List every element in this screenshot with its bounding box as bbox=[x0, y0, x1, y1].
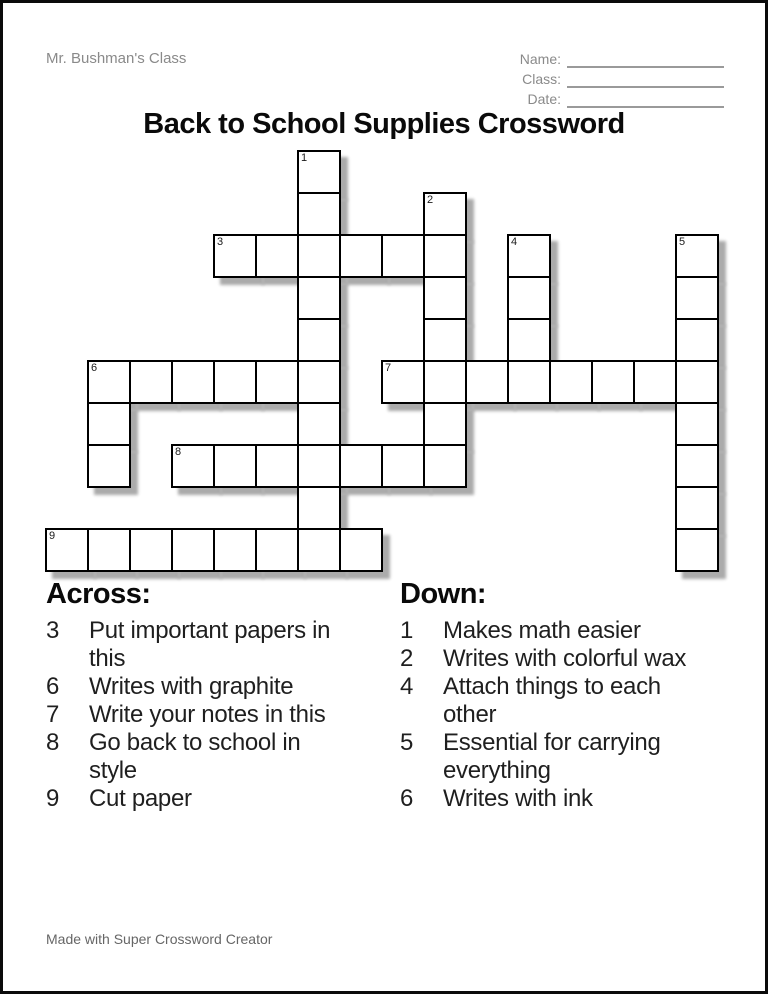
grid-cell[interactable] bbox=[129, 360, 173, 404]
cell-number: 3 bbox=[217, 236, 224, 248]
header-fields bbox=[520, 48, 724, 108]
grid-cell[interactable] bbox=[297, 444, 341, 488]
clue-item bbox=[400, 617, 724, 645]
grid-cell[interactable] bbox=[423, 234, 467, 278]
clue-item bbox=[400, 645, 724, 673]
grid-cell[interactable] bbox=[465, 360, 509, 404]
grid-cell[interactable] bbox=[423, 192, 467, 236]
clue-number: 8 bbox=[46, 729, 60, 756]
clue-item bbox=[46, 617, 400, 673]
field-blank-line bbox=[567, 92, 724, 108]
grid-cell[interactable] bbox=[297, 360, 341, 404]
across-clue-list bbox=[46, 617, 400, 813]
grid-cell[interactable] bbox=[171, 444, 215, 488]
field-row bbox=[520, 68, 724, 88]
clue-text: Makes math easier bbox=[443, 617, 641, 644]
grid-cell[interactable] bbox=[213, 360, 257, 404]
grid-cell[interactable] bbox=[675, 402, 719, 446]
page-title: Back to School Supplies Crossword bbox=[143, 108, 625, 140]
grid-cell[interactable] bbox=[129, 528, 173, 572]
grid-cell[interactable] bbox=[591, 360, 635, 404]
grid-cell[interactable] bbox=[423, 318, 467, 362]
cell-number: 4 bbox=[511, 236, 518, 248]
grid-cell[interactable] bbox=[339, 444, 383, 488]
clue-item bbox=[400, 785, 724, 813]
clue-text: Writes with ink bbox=[443, 785, 593, 812]
cell-number: 1 bbox=[301, 152, 308, 164]
clue-text: Attach things to each other bbox=[443, 673, 661, 728]
field-row bbox=[520, 88, 724, 108]
grid-cell[interactable] bbox=[297, 192, 341, 236]
grid-cell[interactable] bbox=[507, 276, 551, 320]
grid-cell[interactable] bbox=[213, 528, 257, 572]
grid-cell[interactable] bbox=[255, 444, 299, 488]
grid-cell[interactable] bbox=[423, 276, 467, 320]
down-clues bbox=[400, 577, 724, 813]
grid-cell[interactable] bbox=[171, 528, 215, 572]
clue-item bbox=[46, 785, 400, 813]
grid-cell[interactable] bbox=[507, 234, 551, 278]
clue-text: Cut paper bbox=[89, 785, 192, 812]
across-heading: Across: bbox=[46, 578, 151, 610]
grid-cell[interactable] bbox=[675, 318, 719, 362]
clue-item bbox=[46, 701, 400, 729]
field-label: Date: bbox=[527, 91, 561, 107]
grid-cell[interactable] bbox=[339, 234, 383, 278]
grid-cell[interactable] bbox=[423, 444, 467, 488]
clue-number: 2 bbox=[400, 645, 414, 672]
grid-cell[interactable] bbox=[297, 318, 341, 362]
clue-number: 6 bbox=[400, 785, 414, 812]
clue-number: 5 bbox=[400, 729, 414, 756]
clue-item bbox=[46, 729, 400, 785]
clue-text: Put important papers in this bbox=[89, 617, 331, 672]
grid-cell[interactable] bbox=[675, 486, 719, 530]
cell-number: 9 bbox=[49, 530, 56, 542]
clue-number: 9 bbox=[46, 785, 60, 812]
class-label: Mr. Bushman's Class bbox=[46, 50, 187, 67]
cell-number: 7 bbox=[385, 362, 392, 374]
clues-section bbox=[46, 577, 724, 813]
field-label: Class: bbox=[522, 71, 561, 87]
grid-cell[interactable] bbox=[213, 234, 257, 278]
field-row bbox=[520, 48, 724, 68]
grid-cell[interactable] bbox=[675, 444, 719, 488]
clue-text: Writes with colorful wax bbox=[443, 645, 687, 672]
grid-cell[interactable] bbox=[675, 276, 719, 320]
grid-cell[interactable] bbox=[213, 444, 257, 488]
grid-cell[interactable] bbox=[423, 360, 467, 404]
cell-number: 5 bbox=[679, 236, 686, 248]
grid-cell[interactable] bbox=[297, 276, 341, 320]
grid-cell[interactable] bbox=[633, 360, 677, 404]
grid-cell[interactable] bbox=[423, 402, 467, 446]
grid-cell[interactable] bbox=[675, 360, 719, 404]
grid-cell[interactable] bbox=[297, 528, 341, 572]
grid-cell[interactable] bbox=[675, 528, 719, 572]
clue-number: 1 bbox=[400, 617, 414, 644]
clue-number: 6 bbox=[46, 673, 60, 700]
grid-cell[interactable] bbox=[549, 360, 593, 404]
down-clue-list bbox=[400, 617, 724, 813]
grid-cell[interactable] bbox=[507, 318, 551, 362]
clue-number: 4 bbox=[400, 673, 414, 700]
grid-cell[interactable] bbox=[339, 528, 383, 572]
cell-number: 2 bbox=[427, 194, 434, 206]
down-heading: Down: bbox=[400, 578, 487, 610]
field-blank-line bbox=[567, 52, 724, 68]
grid-cell[interactable] bbox=[297, 402, 341, 446]
grid-cell[interactable] bbox=[255, 528, 299, 572]
grid-cell[interactable] bbox=[297, 486, 341, 530]
grid-cell[interactable] bbox=[381, 444, 425, 488]
grid-cell[interactable] bbox=[297, 234, 341, 278]
grid-cell[interactable] bbox=[297, 150, 341, 194]
grid-cell[interactable] bbox=[381, 234, 425, 278]
grid-cell[interactable] bbox=[87, 402, 131, 446]
clue-text: Write your notes in this bbox=[89, 701, 326, 728]
clue-item bbox=[400, 729, 724, 785]
clue-text: Writes with graphite bbox=[89, 673, 294, 700]
grid-cell[interactable] bbox=[507, 360, 551, 404]
grid-cell[interactable] bbox=[87, 360, 131, 404]
grid-cell[interactable] bbox=[255, 360, 299, 404]
cell-number: 8 bbox=[175, 446, 182, 458]
grid-cell[interactable] bbox=[381, 360, 425, 404]
clue-number: 7 bbox=[46, 701, 60, 728]
clue-text: Go back to school in style bbox=[89, 729, 301, 784]
field-blank-line bbox=[567, 72, 724, 88]
grid-cell[interactable] bbox=[675, 234, 719, 278]
grid-cell[interactable] bbox=[87, 444, 131, 488]
grid-cell[interactable] bbox=[45, 528, 89, 572]
grid-cell[interactable] bbox=[255, 234, 299, 278]
grid-cell[interactable] bbox=[171, 360, 215, 404]
clue-number: 3 bbox=[46, 617, 60, 644]
grid-cell[interactable] bbox=[87, 528, 131, 572]
across-clues bbox=[46, 577, 400, 813]
clue-item bbox=[46, 673, 400, 701]
field-label: Name: bbox=[519, 51, 561, 67]
cell-number: 6 bbox=[91, 362, 98, 374]
crossword-grid bbox=[45, 150, 721, 574]
clue-text: Essential for carrying everything bbox=[443, 729, 661, 784]
clue-item bbox=[400, 673, 724, 729]
credit-line: Made with Super Crossword Creator bbox=[46, 931, 273, 947]
